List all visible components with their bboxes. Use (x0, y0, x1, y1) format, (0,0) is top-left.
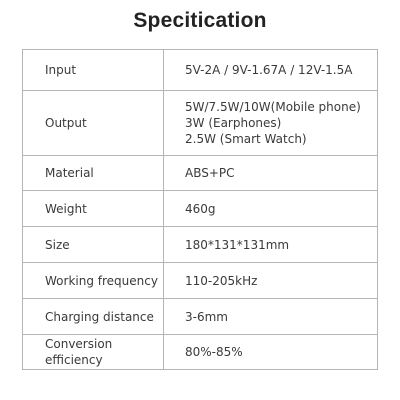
spec-value-line: 2.5W (Smart Watch) (185, 132, 307, 146)
table-row (23, 191, 378, 227)
table-row (23, 227, 378, 263)
table-row (23, 156, 378, 191)
spec-value (164, 191, 378, 227)
table-row (23, 91, 378, 156)
spec-value-line: 110-205kHz (185, 273, 258, 288)
spec-label: Output (23, 91, 164, 156)
spec-value (164, 91, 378, 156)
spec-label: Conversion efficiency (23, 335, 164, 370)
spec-value-line: 3-6mm (185, 309, 228, 324)
spec-value (164, 227, 378, 263)
table-row (23, 50, 378, 91)
spec-value-line: ABS+PC (185, 166, 235, 180)
spec-value (164, 299, 378, 335)
spec-label: Charging distance (23, 299, 164, 335)
spec-value (164, 335, 378, 370)
spec-value-line: 180*131*131mm (185, 237, 290, 252)
spec-label: Weight (23, 191, 164, 227)
spec-value (164, 263, 378, 299)
spec-value-line: 80%-85% (185, 345, 243, 359)
spec-label: Input (23, 50, 164, 91)
spec-value-line: 5W/7.5W/10W(Mobile phone) (185, 100, 361, 114)
spec-value-line: 5V-2A / 9V-1.67A / 12V-1.5A (185, 63, 353, 77)
specification-table (22, 49, 378, 370)
table-row (23, 335, 378, 370)
spec-value-line: 460g (185, 201, 216, 216)
spec-label: Size (23, 227, 164, 263)
spec-value (164, 50, 378, 91)
table-row (23, 263, 378, 299)
spec-value-line: 3W (Earphones) (185, 116, 282, 130)
spec-label: Material (23, 156, 164, 191)
page-title: Specitication (133, 9, 267, 32)
spec-value (164, 156, 378, 191)
spec-label: Working frequency (23, 263, 164, 299)
table-row (23, 299, 378, 335)
